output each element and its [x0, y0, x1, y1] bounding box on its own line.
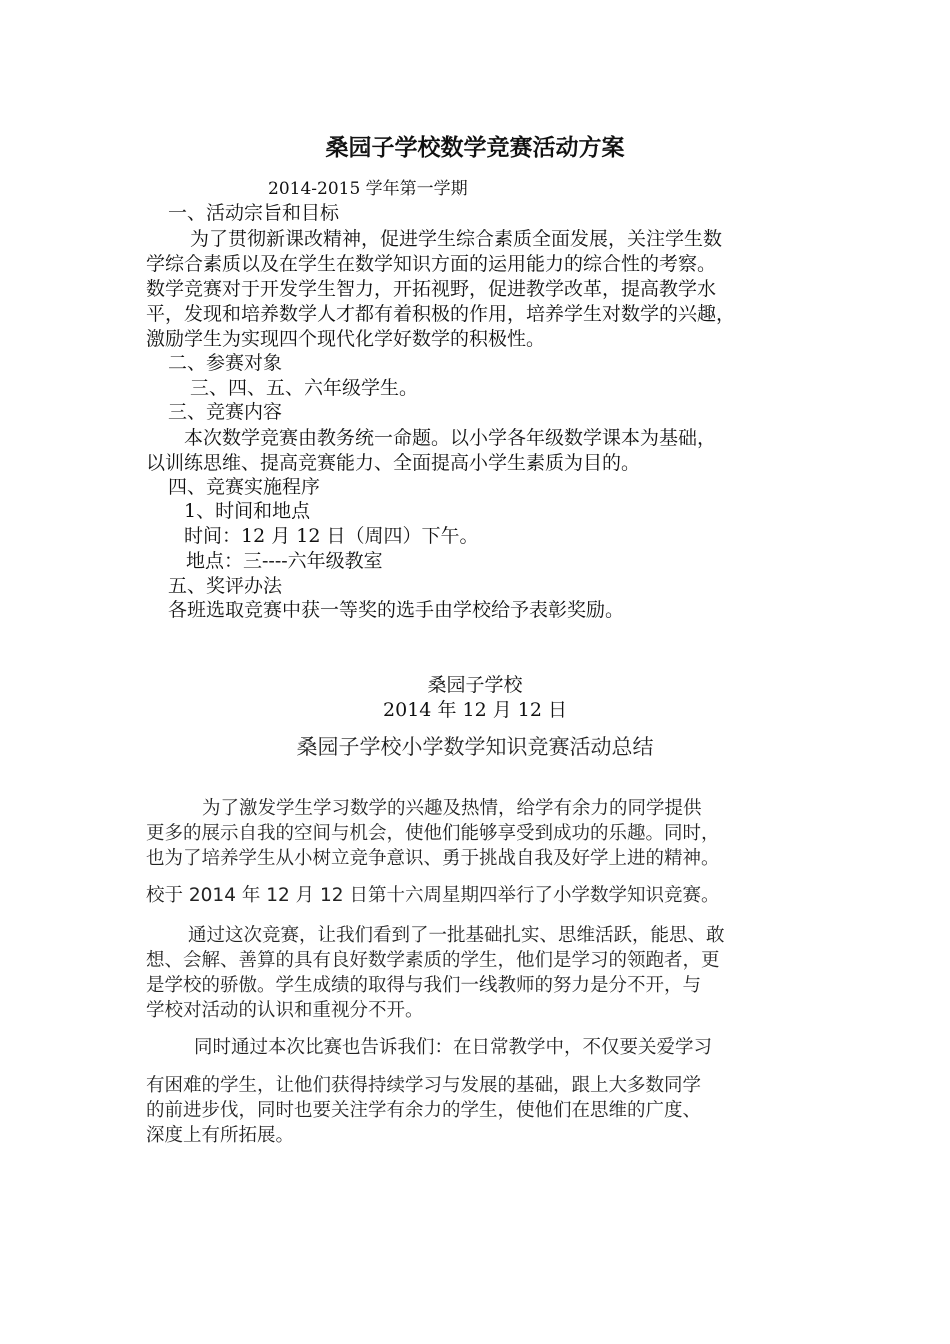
plan-section-4-subheading: 1、时间和地点 [184, 500, 311, 522]
plan-section-5-heading: 五、奖评办法 [168, 575, 283, 597]
summary-p3-line: 有困难的学生，让他们获得持续学习与发展的基础，跟上大多数同学 [146, 1075, 702, 1096]
plan-section-1-line: 为了贯彻新课改精神，促进学生综合素质全面发展，关注学生数 [190, 228, 723, 250]
signature-school: 桑园子学校 [427, 674, 523, 696]
plan-section-3-line: 本次数学竞赛由教务统一命题。以小学各年级数学课本为基础， [184, 427, 717, 449]
summary-title: 桑园子学校小学数学知识竞赛活动总结 [296, 735, 654, 759]
signature-date: 2014 年 12 月 12 日 [383, 699, 567, 721]
plan-term: 2014-2015 学年第一学期 [268, 179, 468, 199]
plan-section-4-heading: 四、竞赛实施程序 [168, 476, 321, 498]
summary-p2-line: 想、会解、善算的具有良好数学素质的学生，他们是学习的领跑者，更 [146, 950, 720, 971]
plan-section-1-line: 数学竞赛对于开发学生智力，开拓视野，促进教学改革，提高教学水 [146, 278, 717, 300]
summary-p1-line: 校于 2014 年 12 月 12 日第十六周星期四举行了小学数学知识竞赛。 [146, 885, 720, 906]
plan-section-1-heading: 一、活动宗旨和目标 [168, 202, 340, 224]
summary-p1-line: 更多的展示自我的空间与机会，使他们能够享受到成功的乐趣。同时， [146, 823, 720, 844]
summary-p3-line: 同时通过本次比赛也告诉我们：在日常教学中，不仅要关爱学习 [194, 1037, 713, 1058]
plan-section-5-text: 各班选取竞赛中获一等奖的选手由学校给予表彰奖励。 [168, 599, 625, 621]
summary-p3-line: 深度上有所拓展。 [146, 1125, 295, 1146]
summary-p3-line: 的前进步伐，同时也要关注学有余力的学生，使他们在思维的广度、 [146, 1100, 702, 1121]
summary-p1-line: 为了激发学生学习数学的兴趣及热情，给学有余力的同学提供 [202, 798, 702, 819]
plan-section-3-heading: 三、竞赛内容 [168, 401, 283, 423]
plan-section-1-line: 激励学生为实现四个现代化学好数学的积极性。 [146, 328, 546, 350]
plan-section-1-line: 平，发现和培养数学人才都有着积极的作用，培养学生对数学的兴趣， [146, 303, 736, 325]
summary-p2-line: 是学校的骄傲。学生成绩的取得与我们一线教师的努力是分不开，与 [146, 975, 702, 996]
plan-time: 时间：12 月 12 日（周四）下午。 [184, 525, 479, 547]
plan-section-2-text: 三、四、五、六年级学生。 [190, 377, 419, 399]
plan-title: 桑园子学校数学竞赛活动方案 [325, 134, 625, 161]
plan-section-2-heading: 二、参赛对象 [168, 352, 283, 374]
summary-p2-line: 通过这次竞赛，让我们看到了一批基础扎实、思维活跃，能思、敢 [188, 925, 725, 946]
plan-place: 地点：三----六年级教室 [186, 550, 383, 572]
plan-section-3-line: 以训练思维、提高竞赛能力、全面提高小学生素质为目的。 [146, 452, 641, 474]
plan-section-1-line: 学综合素质以及在学生在数学知识方面的运用能力的综合性的考察。 [146, 253, 717, 275]
summary-p2-line: 学校对活动的认识和重视分不开。 [146, 1000, 424, 1021]
summary-p1-line: 也为了培养学生从小树立竞争意识、勇于挑战自我及好学上进的精神。 [146, 848, 720, 869]
